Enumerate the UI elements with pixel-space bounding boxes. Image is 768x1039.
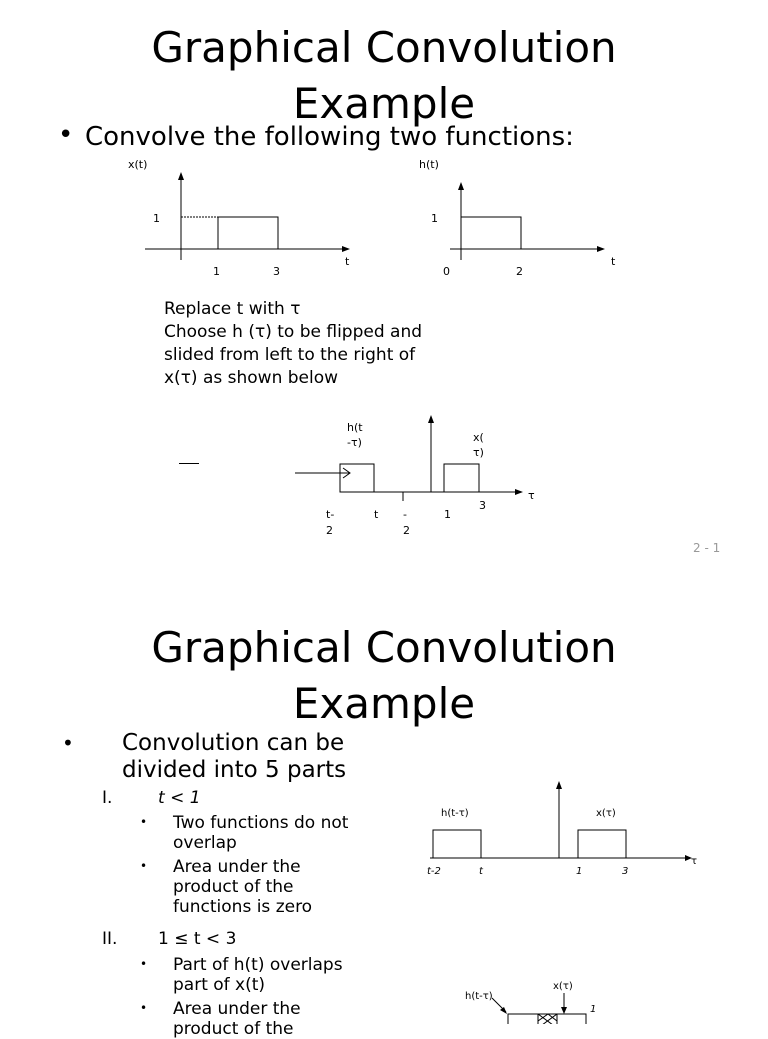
fig1-t: t bbox=[479, 866, 483, 877]
flip-h-label-2: -τ) bbox=[347, 436, 362, 449]
flip-three: 3 bbox=[479, 499, 486, 512]
part-2-sub-1-line-1: Part of h(t) overlaps bbox=[173, 955, 343, 975]
h-graph-tick-2: 2 bbox=[516, 265, 523, 278]
h-graph-tick-0: 0 bbox=[443, 265, 450, 278]
h-graph-one: 1 bbox=[431, 212, 438, 225]
slide-1-text-block bbox=[164, 298, 422, 390]
h-graph-xlabel: t bbox=[611, 255, 616, 268]
text-line-2: Choose h (τ) to be flipped and bbox=[164, 322, 423, 342]
slide-2-title-line-2: Example bbox=[292, 679, 476, 728]
fig2-x-label: x(τ) bbox=[553, 981, 573, 992]
x-graph-tick-3: 3 bbox=[273, 265, 280, 278]
slide-1-bullet-mark: • bbox=[58, 120, 74, 150]
flip-t2-b: 2 bbox=[326, 524, 333, 537]
part-1-sub-1 bbox=[173, 813, 348, 853]
flip-x-label-1: x( bbox=[473, 431, 484, 444]
h-graph bbox=[415, 150, 625, 285]
x-graph bbox=[120, 150, 370, 285]
fig2-one: 1 bbox=[590, 1004, 597, 1015]
slide-1-title-line-2: Example bbox=[292, 79, 476, 128]
flip-t: t bbox=[374, 508, 379, 521]
flip-t2-a: t- bbox=[326, 508, 335, 521]
x-graph-tick-1: 1 bbox=[213, 265, 220, 278]
part-1-sub-1-line-2: overlap bbox=[173, 833, 237, 853]
flip-h-label-1: h(t bbox=[347, 421, 363, 434]
flip-x-label-2: τ) bbox=[473, 446, 484, 459]
fig1-tau: τ bbox=[691, 856, 698, 867]
page-number: 2 - 1 bbox=[693, 541, 721, 555]
fig1-x-label: x(τ) bbox=[596, 808, 616, 819]
part-1-sub-2 bbox=[173, 857, 312, 917]
part-1-sub-1-line-1: Two functions do not bbox=[173, 813, 349, 833]
flip-one: 1 bbox=[444, 508, 451, 521]
part-1-sub-1-mark: • bbox=[140, 815, 148, 829]
slide-1-title-line-1: Graphical Convolution bbox=[151, 23, 617, 72]
part-2-sub-2 bbox=[173, 999, 301, 1039]
x-graph-one: 1 bbox=[153, 212, 160, 225]
slide-2-intro bbox=[122, 730, 346, 784]
flip-neg2-b: 2 bbox=[403, 524, 410, 537]
flip-graph bbox=[290, 410, 550, 545]
text-line-1: Replace t with τ bbox=[164, 299, 301, 319]
flip-neg2-a: - bbox=[403, 508, 407, 521]
part-2-sub-2-line-2: product of the bbox=[173, 1019, 294, 1039]
part-2-sub-2-mark: • bbox=[140, 1001, 148, 1015]
part-2-cond: 1 ≤ t < 3 bbox=[158, 929, 237, 949]
part-1-sub-2-line-3: functions is zero bbox=[173, 897, 313, 917]
part-1-sub-2-line-1: Area under the bbox=[173, 857, 301, 877]
part-2-num: II. bbox=[102, 929, 118, 949]
intro-line-2: divided into 5 parts bbox=[122, 757, 347, 783]
fig1-one: 1 bbox=[576, 866, 583, 877]
h-graph-ylabel: h(t) bbox=[419, 158, 439, 171]
part-1-sub-2-mark: • bbox=[140, 859, 148, 873]
part-1-figure bbox=[420, 778, 710, 883]
x-graph-ylabel: x(t) bbox=[128, 158, 148, 171]
part-2-sub-2-line-1: Area under the bbox=[173, 999, 301, 1019]
part-1-num: I. bbox=[102, 788, 113, 808]
small-dash bbox=[179, 463, 199, 464]
part-2-figure bbox=[460, 978, 610, 1024]
slide-1-bullet-text: Convolve the following two functions: bbox=[85, 122, 574, 152]
part-1-cond: t < 1 bbox=[158, 788, 201, 808]
part-2-sub-1 bbox=[173, 955, 343, 995]
part-2-sub-1-mark: • bbox=[140, 957, 148, 971]
text-line-4: x(τ) as shown below bbox=[164, 368, 339, 388]
flip-tau: τ bbox=[528, 489, 535, 502]
slide-2-bullet-mark: • bbox=[62, 731, 74, 755]
fig1-h-label: h(t-τ) bbox=[441, 808, 469, 819]
x-graph-xlabel: t bbox=[345, 255, 350, 268]
fig2-h-label: h(t-τ) bbox=[465, 991, 493, 1002]
part-1-sub-2-line-2: product of the bbox=[173, 877, 294, 897]
text-line-3: slided from left to the right of bbox=[164, 345, 416, 365]
fig1-three: 3 bbox=[622, 866, 629, 877]
slide-2-title-line-1: Graphical Convolution bbox=[151, 623, 617, 672]
part-2-sub-1-line-2: part of x(t) bbox=[173, 975, 266, 995]
intro-line-1: Convolution can be bbox=[122, 730, 345, 756]
fig1-t2: t-2 bbox=[427, 866, 441, 877]
